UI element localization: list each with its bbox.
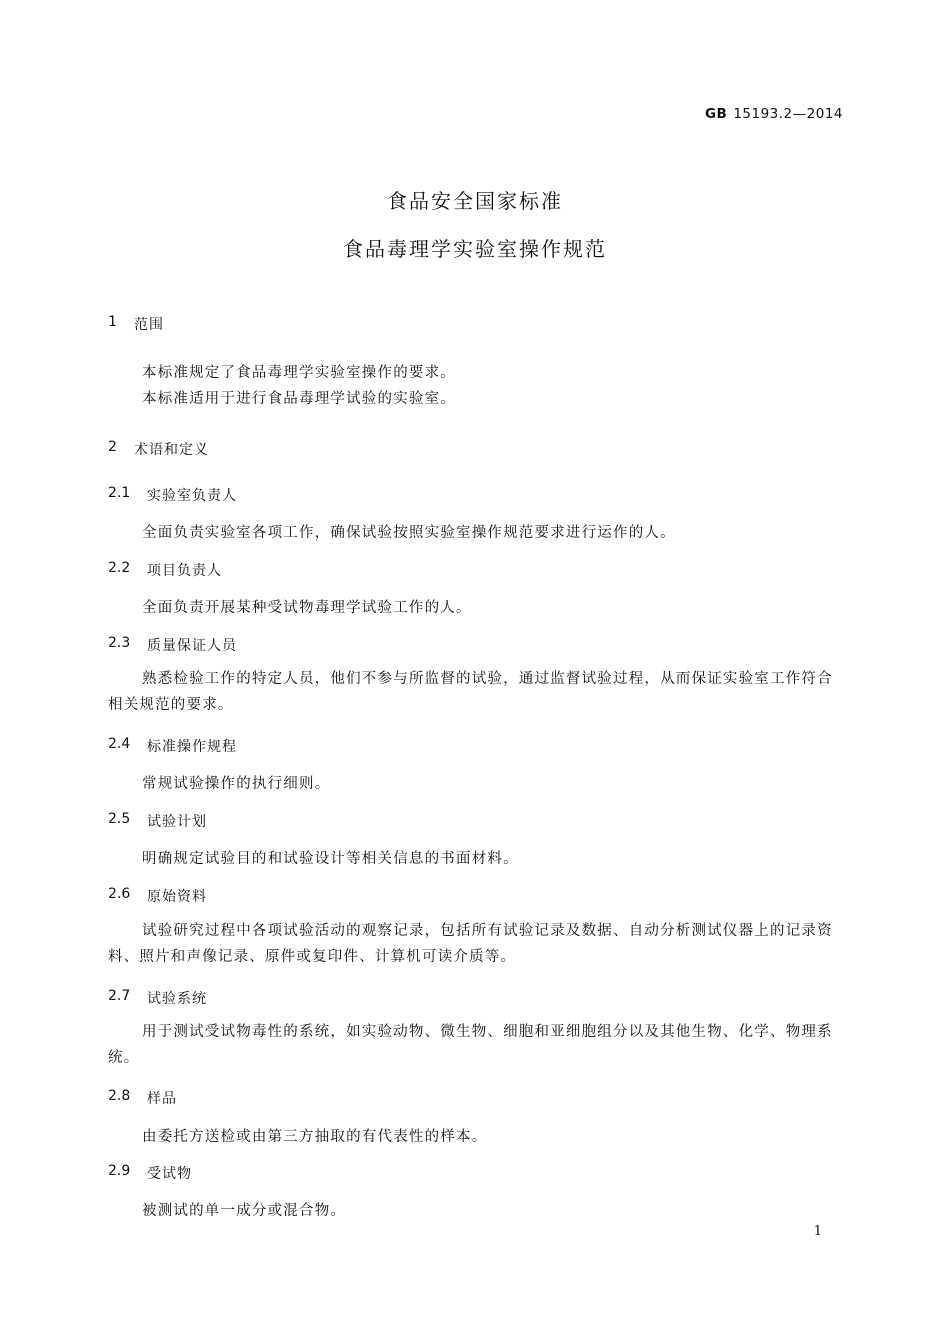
term-number: 2.8 <box>108 1088 131 1104</box>
term-number: 2.1 <box>108 485 131 501</box>
term-number: 2.9 <box>108 1163 131 1179</box>
term-definition: 全面负责开展某种受试物毒理学试验工作的人。 <box>142 600 472 616</box>
term-definition: 被测试的单一成分或混合物。 <box>142 1203 347 1219</box>
term-definition: 明确规定试验目的和试验设计等相关信息的书面材料。 <box>142 851 519 867</box>
term-definition: 全面负责实验室各项工作，确保试验按照实验室操作规范要求进行运作的人。 <box>142 525 676 541</box>
term-definition: 由委托方送检或由第三方抽取的有代表性的样本。 <box>142 1129 488 1145</box>
section-heading: 术语和定义 <box>134 442 209 458</box>
term-number: 2.5 <box>108 811 131 827</box>
term-heading: 标准操作规程 <box>147 739 237 755</box>
term-number: 2.7 <box>108 988 131 1004</box>
term-number: 2.4 <box>108 736 131 752</box>
term-number: 2.2 <box>108 560 131 576</box>
term-heading: 样品 <box>147 1091 177 1107</box>
standard-prefix: GB <box>704 106 728 122</box>
term-definition: 熟悉检验工作的特定人员，他们不参与所监督的试验，通过监督试验过程，从而保证实验室工作符合相关规范的要求。 <box>108 671 833 713</box>
term-heading: 受试物 <box>147 1166 192 1182</box>
term-definition: 常规试验操作的执行细则。 <box>142 776 331 792</box>
paragraph: 本标准规定了食品毒理学实验室操作的要求。 <box>142 365 456 381</box>
standard-code: 15193.2—2014 <box>733 106 843 122</box>
term-heading: 质量保证人员 <box>147 638 237 654</box>
section-number: 1 <box>108 314 117 330</box>
section-number: 2 <box>108 439 117 455</box>
term-definition: 用于测试受试物毒性的系统，如实验动物、微生物、细胞和亚细胞组分以及其他生物、化学、物理系统。 <box>108 1024 833 1066</box>
document-title-line2: 食品毒理学实验室操作规范 <box>343 237 607 261</box>
paragraph: 本标准适用于进行食品毒理学试验的实验室。 <box>142 391 456 407</box>
term-definition: 试验研究过程中各项试验活动的观察记录，包括所有试验记录及数据、自动分析测试仪器上的记录资料、照片和声像记录、原件或复印件、计算机可读介质等。 <box>108 923 833 965</box>
document-title-line1: 食品安全国家标准 <box>387 189 563 213</box>
section-heading: 范围 <box>134 317 164 333</box>
term-heading: 原始资料 <box>147 889 207 905</box>
term-heading: 项目负责人 <box>147 563 222 579</box>
term-heading: 试验系统 <box>147 991 207 1007</box>
page-number: 1 <box>813 1224 822 1239</box>
term-heading: 试验计划 <box>147 814 207 830</box>
standard-number <box>705 106 843 122</box>
term-number: 2.3 <box>108 635 131 651</box>
term-heading: 实验室负责人 <box>147 488 237 504</box>
term-number: 2.6 <box>108 886 131 902</box>
